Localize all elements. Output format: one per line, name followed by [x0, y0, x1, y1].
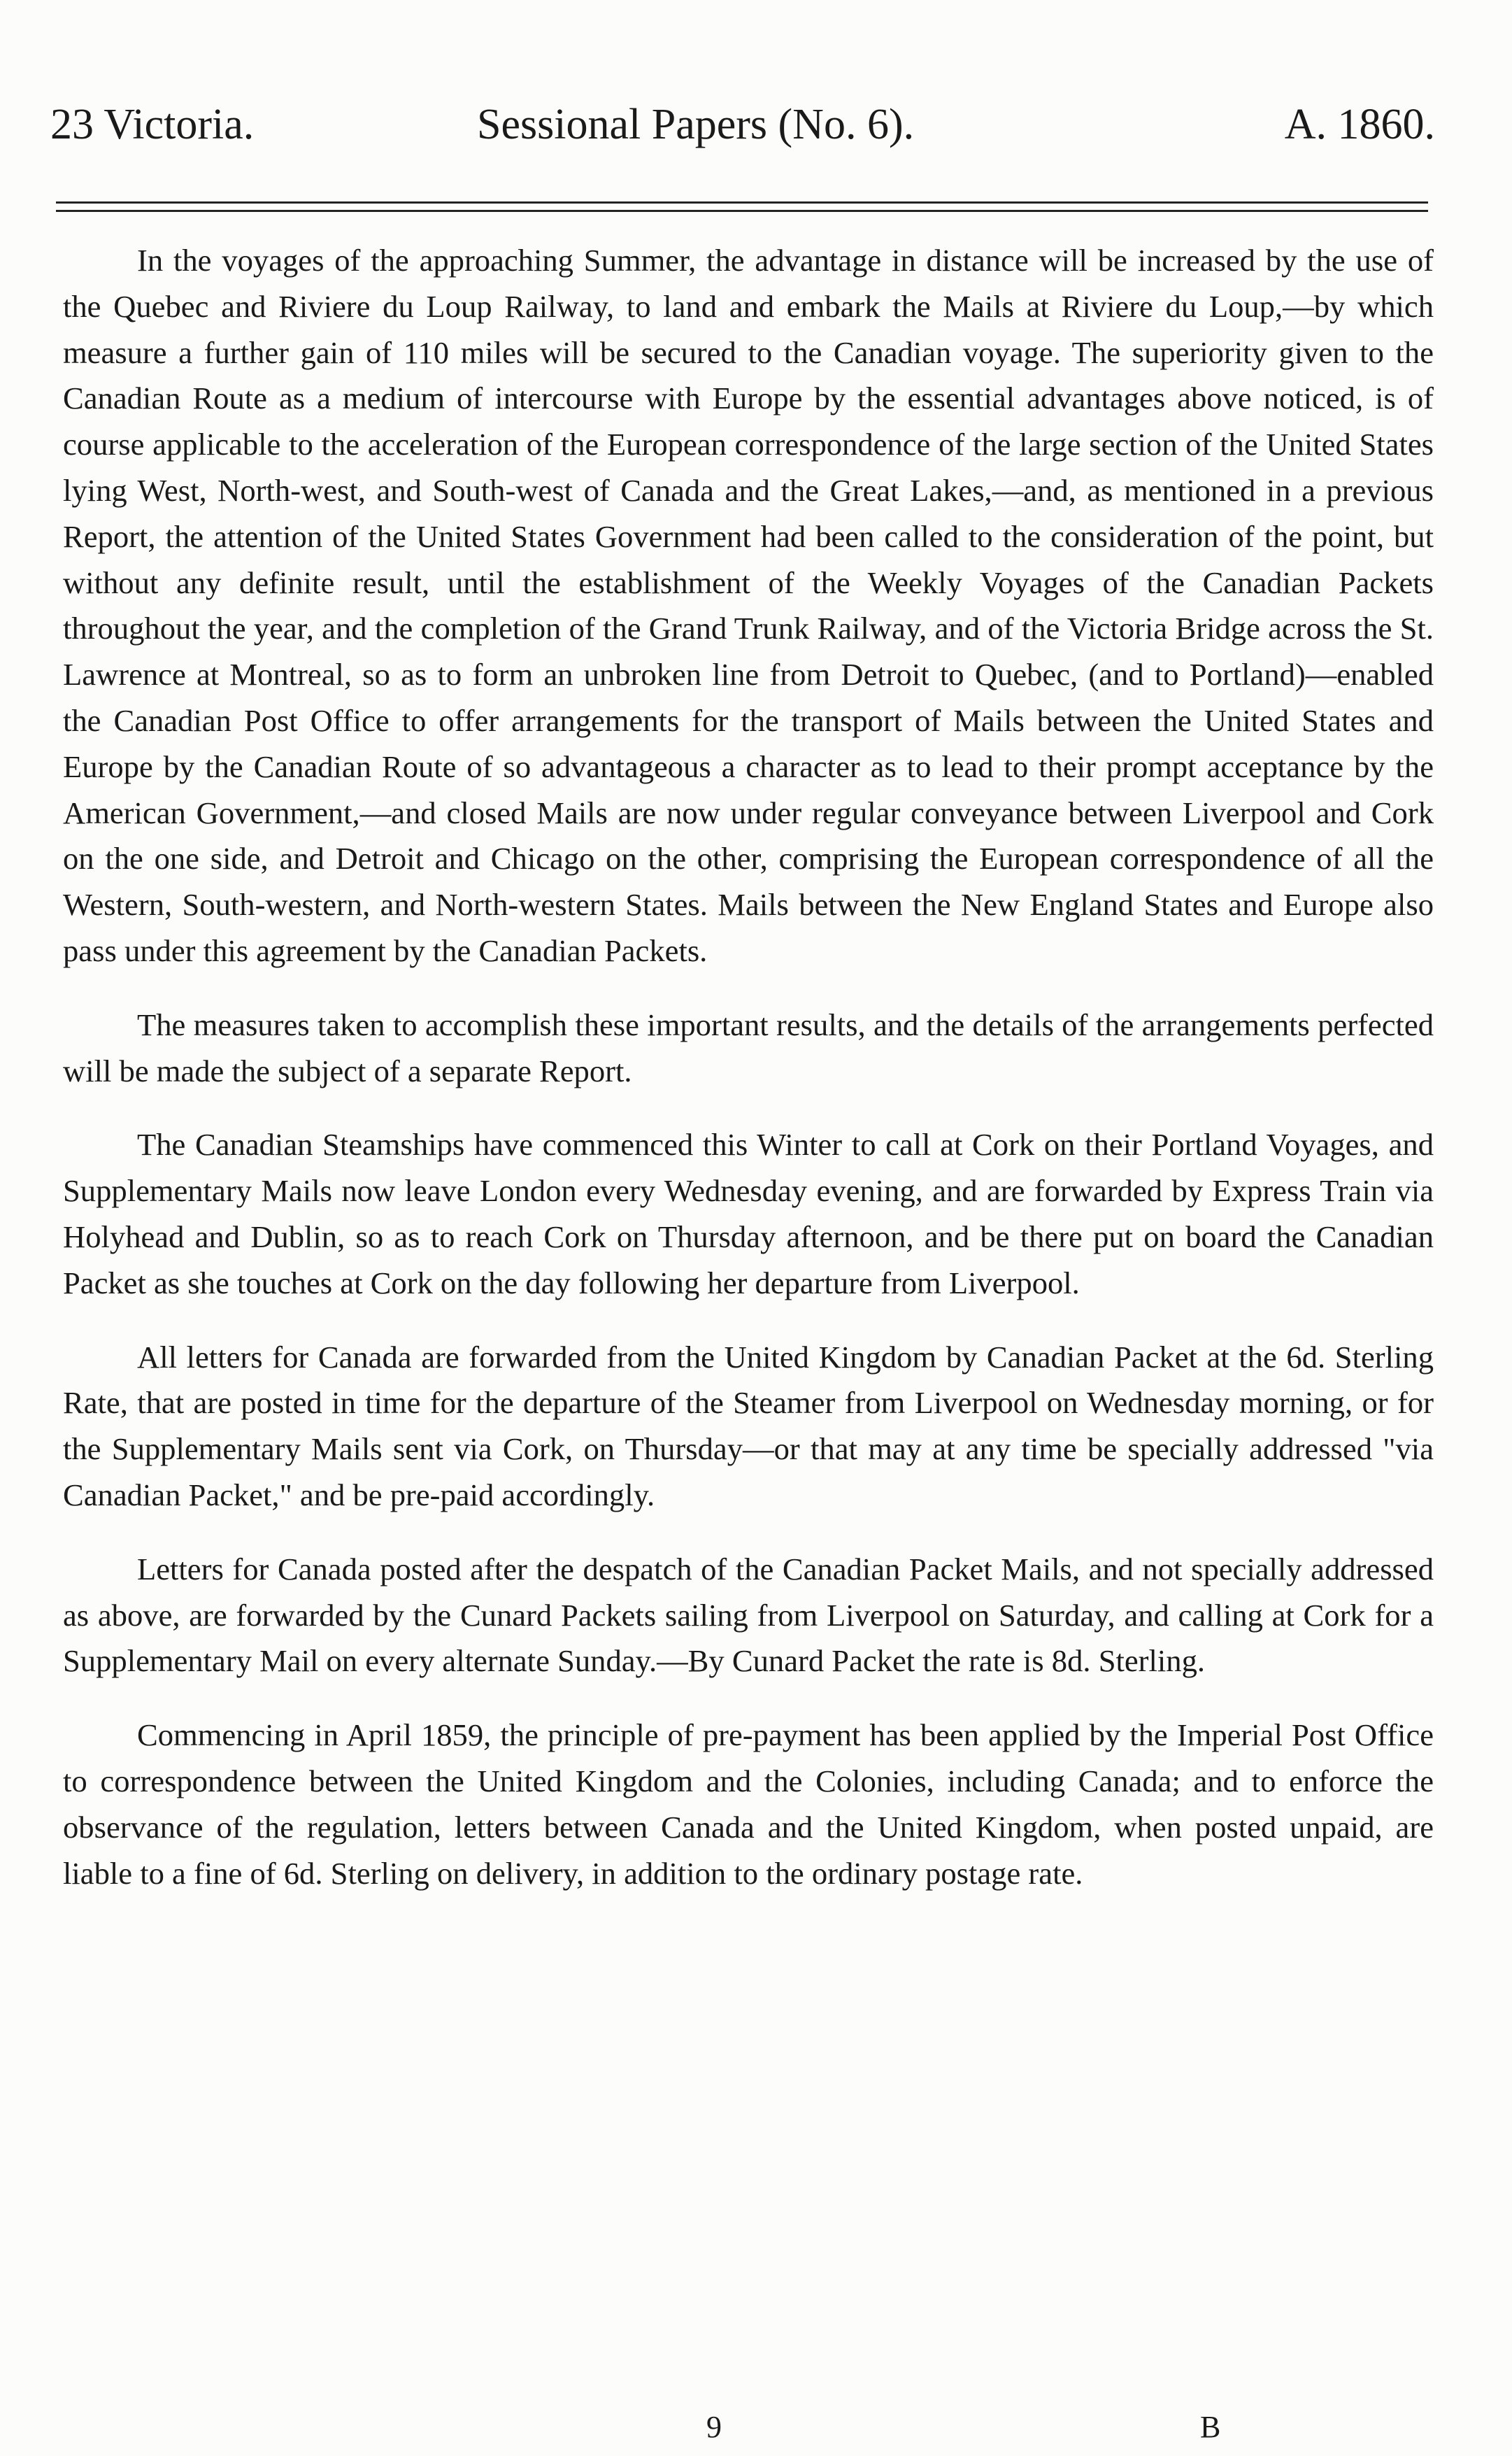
body-text — [63, 238, 1434, 1896]
paragraph-4: All letters for Canada are forwarded from the United Kingdom by Canadian Packet at the 6d. Sterling Rate, that are posted in time for the departure of the Steamer from Liverpool on Wednesday morning, or for the Supplementary Mails sent via Cork, on Thursday—or that may at any time be specially addressed "via Canadian Packet," and be pre-paid accordingly. — [63, 1339, 1434, 1512]
paragraph-5: Letters for Canada posted after the despatch of the Canadian Packet Mails, and not specially addressed as above, are forwarded by the Cunard Packets sailing from Liverpool on Saturday, and calling at Cork for a Supplementary Mail on every alternate Sunday.—By Cunard Packet the rate is 8d. Sterling. — [63, 1551, 1434, 1679]
header-volume: 23 Victoria. — [50, 101, 255, 148]
paragraph-1: In the voyages of the approaching Summer, the advantage in distance will be increased by the use of the Quebec and Riviere du Loup Railway, to land and embark the Mails at Riviere du Loup,—by which measure a further gain of 110 miles will be secured to the Canadian voyage. The superiority given to the Canadian Route as a medium of intercourse with Europe by the essential advantages above noticed, is of course applicable to the acceleration of the European correspondence of the large section of the United States lying West, North-west, and South-west of Canada and the Great Lakes,—and, as mentioned in a previous Report, the attention of the United States Government had been called to the consideration of the point, but without any definite result, until the establishment of the Weekly Voyages of the Canadian Packets throughout the year, and the completion of the Grand Trunk Railway, and of the Victoria Bridge across the St. Lawrence at Montreal, so as to form an unbroken line from Detroit to Quebec, (and to Portland)—enabled the Canadian Post Office to offer arrangements for the transport of Mails between the United States and Europe by the Canadian Route of so advantageous a character as to lead to their prompt acceptance by the American Government,—and closed Mails are now under regular conveyance between Liverpool and Cork on the one side, and Detroit and Chicago on the other, comprising the European correspondence of all the Western, South-western, and North-western States. Mails between the New England States and Europe also pass under this agreement by the Canadian Packets. — [63, 243, 1434, 968]
paragraph-2: The measures taken to accomplish these important results, and the details of the arrangements perfected will be made the subject of a separate Report. — [63, 1007, 1434, 1088]
header-year: A. 1860. — [1284, 101, 1435, 148]
signature-mark: B — [1200, 2410, 1221, 2444]
header-rule-top — [56, 201, 1428, 204]
page-footer — [0, 2406, 1512, 2448]
page-number: 9 — [706, 2410, 722, 2444]
paragraph-3: The Canadian Steamships have commenced this Winter to call at Cork on their Portland Voyages, and Supplementary Mails now leave London every Wednesday evening, and are forwarded by Express Train via Holyhead and Dublin, so as to reach Cork on Thursday afternoon, and be there put on board the Canadian Packet as she touches at Cork on the day following her departure from Liverpool. — [63, 1127, 1434, 1300]
header-rule-bottom — [56, 210, 1428, 212]
page-header — [50, 90, 1435, 159]
header-title: Sessional Papers (No. 6). — [477, 101, 915, 148]
paragraph-6: Commencing in April 1859, the principle of pre-payment has been applied by the Imperial Post Office to correspondence between the United Kingdom and the Colonies, including Canada; and to enforce the observance of the regulation, letters between Canada and the United Kingdom, when posted unpaid, are liable to a fine of 6d. Sterling on delivery, in addition to the ordinary postage rate. — [63, 1717, 1434, 1891]
